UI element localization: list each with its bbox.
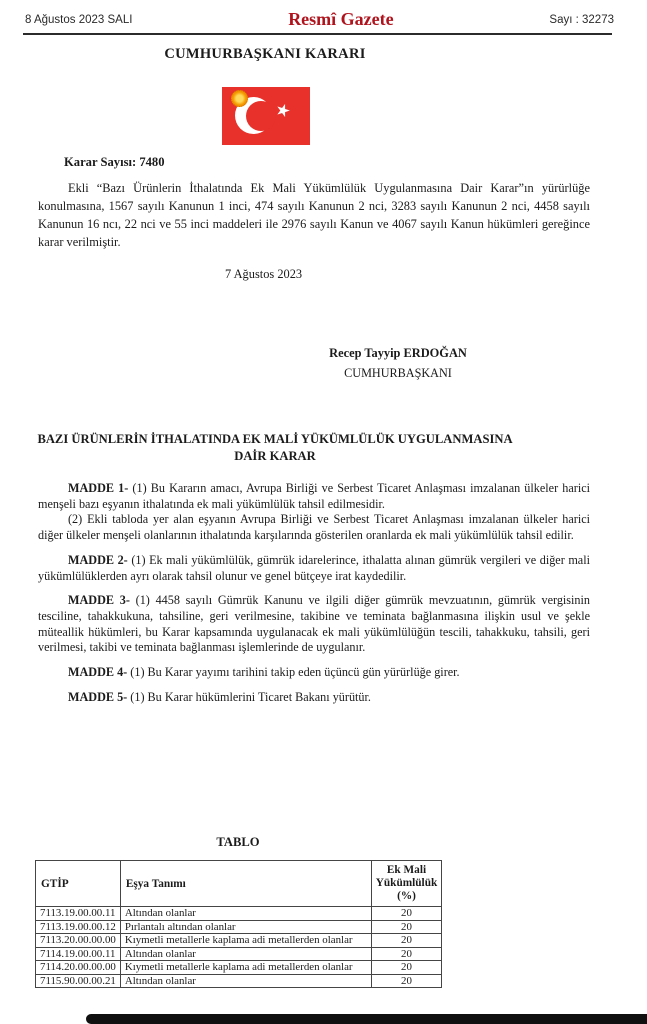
article-2-text: (1) Ek mali yükümlülük, gümrük idarelerince, ithalatta alınan gümrük vergileri ve diğer mali yükümlülüklerden ayrı olarak tahsil olunur ve genel bütçeye irat kaydedilir.: [38, 552, 590, 583]
article-4: [38, 665, 590, 681]
rate-value: 20: [372, 961, 442, 975]
article-4-label: MADDE 4-: [68, 665, 128, 680]
sun-emblem-icon: [231, 90, 248, 107]
table-row: [36, 947, 442, 961]
article-2: [38, 553, 590, 584]
turkish-flag-icon: [222, 87, 310, 145]
column-header-gtip: GTİP: [36, 861, 121, 907]
table-header-row: [36, 861, 442, 907]
table-heading: TABLO: [216, 835, 260, 849]
rate-value: 20: [372, 974, 442, 988]
article-3: [38, 593, 590, 656]
article-2-label: MADDE 2-: [68, 552, 128, 567]
signature-name: Recep Tayyip ERDOĞAN: [329, 346, 467, 360]
article-5-label: MADDE 5-: [68, 689, 128, 704]
table-row: [36, 934, 442, 948]
goods-description: Altından olanlar: [120, 907, 371, 921]
regulation-title: [28, 431, 522, 464]
table-row: [36, 974, 442, 988]
bottom-scrollbar[interactable]: [86, 1014, 647, 1024]
goods-description: Pırlantalı altından olanlar: [120, 920, 371, 934]
goods-description: Kıymetli metallerle kaplama adi metallerden olanlar: [120, 961, 371, 975]
decree-heading: CUMHURBAŞKANI KARARI: [164, 46, 366, 62]
gazette-title: Resmî Gazete: [288, 9, 394, 29]
article-3-text: (1) 4458 sayılı Gümrük Kanunu ve ilgili diğer gümrük mevzuatının, gümrük vergisinin tesciline, tahakkukuna, tahsiline, geri verilmesine, takibine ve teminata bağlanmasına ilişkin usul ve şekle müteallik hükümleri, bu Karar kapsamında uygulanacak ek mali yükümlülüğün tescili, tahakkuku, tahsili, geri verilmesi, takibi ve teminata bağlanması işlemlerinde de uygulanır.: [38, 593, 591, 655]
rate-value: 20: [372, 907, 442, 921]
star-icon: ★: [272, 99, 294, 123]
gtip-code: 7113.19.00.00.12: [36, 920, 121, 934]
regulation-title-line2: DAİR KARAR: [234, 448, 316, 463]
rate-value: 20: [372, 920, 442, 934]
decree-preamble: Ekli “Bazı Ürünlerin İthalatında Ek Mali Yükümlülük Uygulanmasına Dair Karar”ın yürürlüğe konulmasına, 1567 sayılı Kanunun 1 inci, 474 sayılı Kanunun 2 nci, 3283 sayılı Kanunun 2 nci, 4458 sayılı Kanunun 16 ncı, 22 nci ve 55 inci maddeleri ile 2976 sayılı Kanun ve 4067 sayılı Kanun hükümleri gereğince karar verilmiştir.: [38, 181, 590, 249]
tariff-table-wrap: [35, 860, 442, 988]
signature-block: [312, 346, 484, 381]
gtip-code: 7115.90.00.00.21: [36, 974, 121, 988]
article-3-label: MADDE 3-: [68, 593, 130, 608]
goods-description: Altından olanlar: [120, 947, 371, 961]
column-header-description: Eşya Tanımı: [120, 861, 371, 907]
rate-value: 20: [372, 934, 442, 948]
decree-number: Karar Sayısı: 7480: [64, 155, 165, 169]
regulation-title-line1: BAZI ÜRÜNLERİN İTHALATINDA EK MALİ YÜKÜMLÜLÜK UYGULANMASINA: [37, 432, 513, 446]
article-5: [38, 690, 590, 706]
gtip-code: 7114.20.00.00.00: [36, 961, 121, 975]
crescent-cutout: [246, 101, 276, 131]
tariff-table: [35, 860, 442, 988]
rate-value: 20: [372, 947, 442, 961]
article-5-text: (1) Bu Karar hükümlerini Ticaret Bakanı yürütür.: [130, 689, 371, 704]
masthead: [25, 9, 614, 30]
goods-description: Altından olanlar: [120, 974, 371, 988]
table-row: [36, 907, 442, 921]
table-row: [36, 920, 442, 934]
articles-section: [38, 481, 590, 705]
goods-description: Kıymetli metallerle kaplama adi metallerden olanlar: [120, 934, 371, 948]
table-row: [36, 961, 442, 975]
gazette-issue-number: Sayı : 32273: [549, 13, 614, 26]
article-1-clause-2: (2) Ekli tabloda yer alan eşyanın Avrupa Birliği ve Serbest Ticaret Anlaşması imzalanan ülkeler harici diğer ülkeler menşeli olanlarının ithalatında karşılarında gösterilen oranlarda ek mali yükümlülük tahsil edilir.: [38, 512, 590, 543]
article-1-clause-1: [38, 481, 590, 512]
signature-title: CUMHURBAŞKANI: [344, 366, 452, 380]
article-4-text: (1) Bu Karar yayımı tarihini takip eden üçüncü gün yürürlüğe girer.: [130, 665, 460, 680]
gtip-code: 7113.20.00.00.00: [36, 934, 121, 948]
article-1-label: MADDE 1-: [68, 481, 129, 495]
gazette-date: 8 Ağustos 2023 SALI: [25, 13, 133, 26]
article-1-clause-1-text: (1) Bu Kararın amacı, Avrupa Birliği ve Serbest Ticaret Anlaşması imzalanan ülkeler harici menşeli bazı eşyanın ithalatında ek mali yükümlülük tahsil edilmesidir.: [38, 481, 590, 511]
header-rule: [23, 33, 612, 35]
column-header-rate: Ek Mali Yükümlülük (%): [372, 861, 442, 907]
gtip-code: 7113.19.00.00.11: [36, 907, 121, 921]
decree-date: 7 Ağustos 2023: [225, 267, 303, 281]
gtip-code: 7114.19.00.00.11: [36, 947, 121, 961]
